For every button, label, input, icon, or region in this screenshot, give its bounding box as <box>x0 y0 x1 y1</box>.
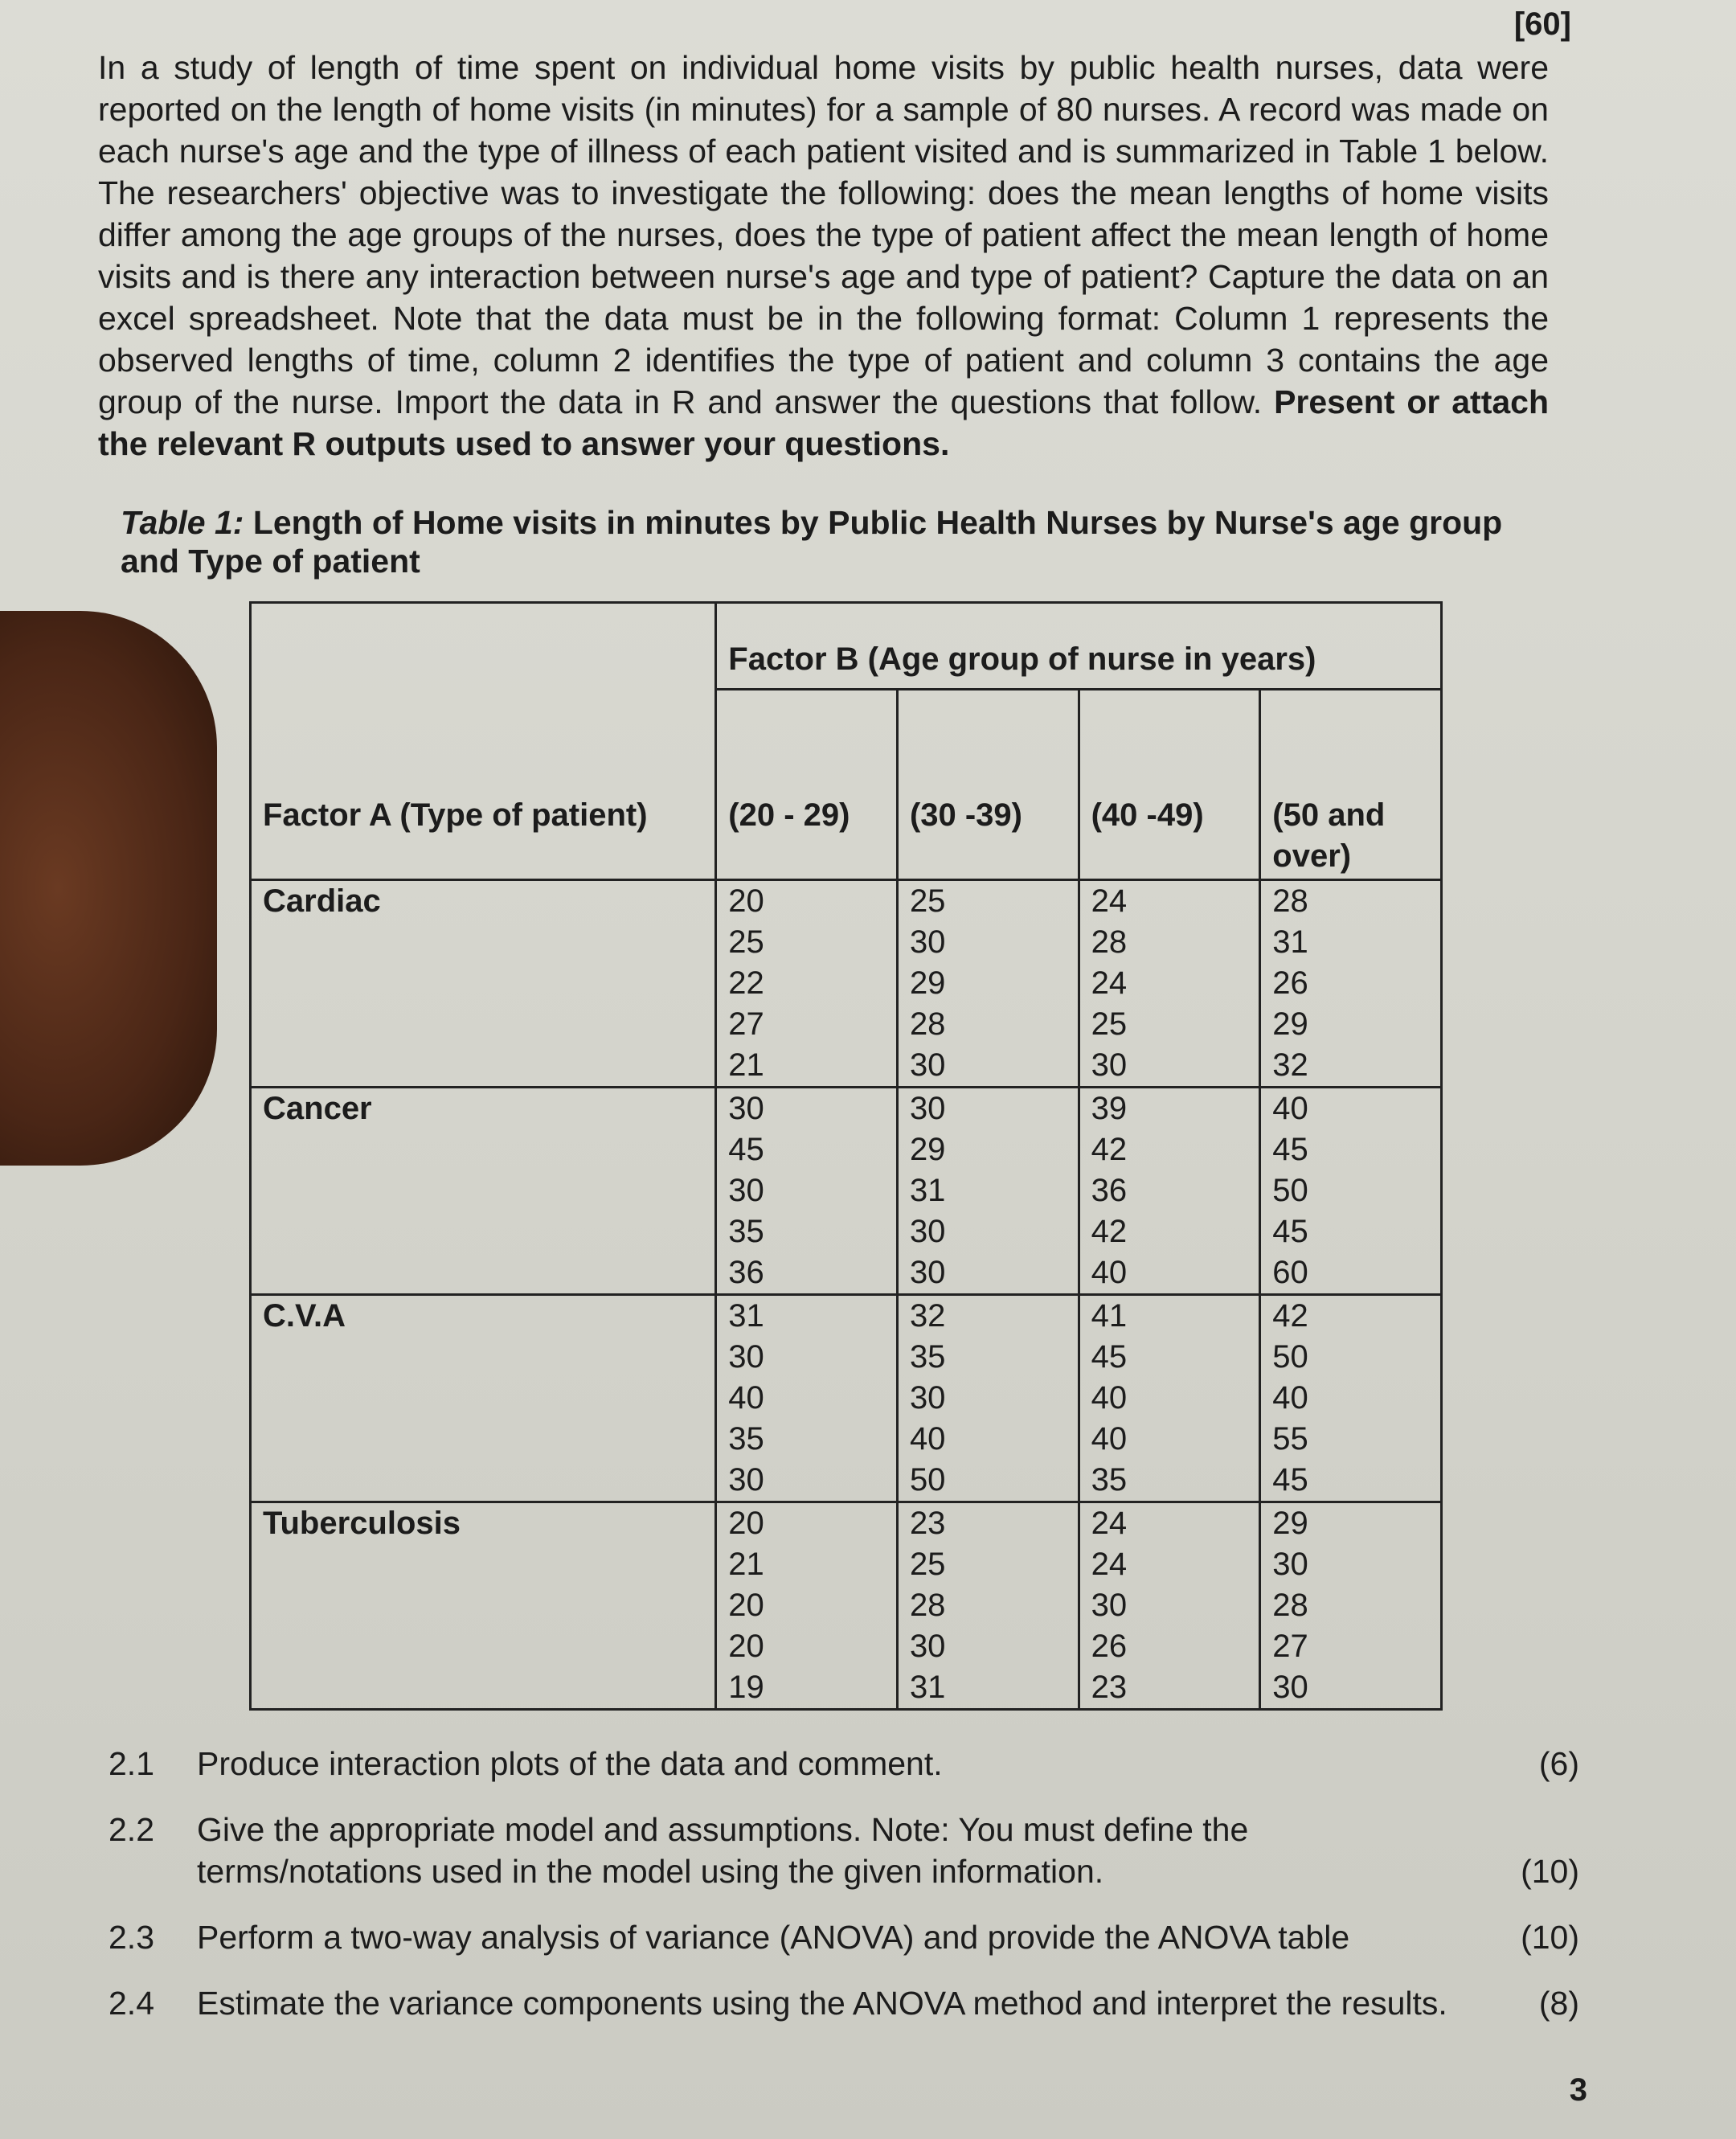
table-cell: 27 <box>716 1004 898 1045</box>
table-cell: 45 <box>1260 1211 1442 1252</box>
table-cell: 39 <box>1079 1088 1260 1130</box>
question-intro <box>98 47 1549 465</box>
patient-type-label: C.V.A <box>251 1295 716 1502</box>
table-cell: 29 <box>897 1129 1079 1170</box>
table-cell: 60 <box>1260 1252 1442 1295</box>
table-cell: 25 <box>1079 1004 1260 1045</box>
table-cell: 23 <box>1079 1667 1260 1710</box>
table-cell: 50 <box>1260 1337 1442 1378</box>
table-caption-text: Length of Home visits in minutes by Public Health Nurses by Nurse's age group and Type of patient <box>121 504 1503 580</box>
table-cell: 50 <box>897 1460 1079 1502</box>
table-cell: 25 <box>897 880 1079 923</box>
patient-type-label: Cancer <box>251 1088 716 1295</box>
question-item <box>108 1916 1579 1958</box>
table-cell: 21 <box>716 1544 898 1585</box>
header-spacer <box>897 690 1079 796</box>
table-cell: 45 <box>1079 1337 1260 1378</box>
question-text: Perform a two-way analysis of variance (ANOVA) and provide the ANOVA table <box>197 1919 1350 1956</box>
column-header-row <box>251 795 1442 880</box>
table-cell: 36 <box>716 1252 898 1295</box>
table-cell: 35 <box>716 1211 898 1252</box>
table-cell: 28 <box>897 1585 1079 1626</box>
table-cell: 28 <box>1260 1585 1442 1626</box>
question-item <box>108 1982 1579 2024</box>
table-cell: 29 <box>897 963 1079 1004</box>
table-cell: 31 <box>1260 922 1442 963</box>
table-cell: 31 <box>897 1170 1079 1211</box>
table-cell: 29 <box>1260 1502 1442 1545</box>
table-caption <box>121 503 1559 580</box>
header-spacer <box>1079 690 1260 796</box>
table-cell: 30 <box>897 1045 1079 1088</box>
table-cell: 28 <box>897 1004 1079 1045</box>
table-cell: 40 <box>1260 1378 1442 1419</box>
table-cell: 31 <box>716 1295 898 1338</box>
table-cell: 42 <box>1079 1129 1260 1170</box>
table-cell: 25 <box>716 922 898 963</box>
table-cell: 40 <box>1260 1088 1442 1130</box>
table-cell: 29 <box>1260 1004 1442 1045</box>
question-number: 2.3 <box>108 1919 154 1956</box>
question-number: 2.4 <box>108 1985 154 2022</box>
table-cell: 30 <box>897 922 1079 963</box>
table-cell: 24 <box>1079 963 1260 1004</box>
question-text: Estimate the variance components using the ANOVA method and interpret the results. <box>197 1985 1447 2022</box>
question-number: 2.2 <box>108 1811 154 1848</box>
table-cell: 30 <box>716 1460 898 1502</box>
factor-b-header: Factor B (Age group of nurse in years) <box>716 603 1442 690</box>
table-cell: 30 <box>1260 1667 1442 1710</box>
table-cell: 40 <box>716 1378 898 1419</box>
table-cell: 30 <box>1260 1544 1442 1585</box>
column-header: (50 and over) <box>1260 795 1442 880</box>
table-cell: 40 <box>1079 1252 1260 1295</box>
table-cell: 40 <box>897 1419 1079 1460</box>
table-cell: 42 <box>1079 1211 1260 1252</box>
table-cell: 26 <box>1260 963 1442 1004</box>
table-header-row <box>251 603 1442 690</box>
table-caption-prefix: Table 1: <box>121 504 244 541</box>
table-cell: 20 <box>716 1626 898 1667</box>
factor-a-header: Factor A (Type of patient) <box>251 795 716 880</box>
table-cell: 28 <box>1079 922 1260 963</box>
table-cell: 40 <box>1079 1419 1260 1460</box>
table-cell: 20 <box>716 880 898 923</box>
table-cell: 41 <box>1079 1295 1260 1338</box>
question-marks: (10) <box>1521 1853 1579 1890</box>
table-cell: 45 <box>716 1129 898 1170</box>
table-cell: 55 <box>1260 1419 1442 1460</box>
table-cell: 23 <box>897 1502 1079 1545</box>
header-spacer <box>716 690 898 796</box>
intro-bold-instruction: Present or attach the relevant R outputs used to answer your questions. <box>98 383 1549 462</box>
table-cell: 30 <box>897 1211 1079 1252</box>
table-cell: 42 <box>1260 1295 1442 1338</box>
column-header: (40 -49) <box>1079 795 1260 880</box>
table-cell: 45 <box>1260 1460 1442 1502</box>
table-cell: 20 <box>716 1585 898 1626</box>
total-marks: [60] <box>1513 6 1571 42</box>
question-number: 2.1 <box>108 1745 154 1782</box>
table-cell: 30 <box>897 1626 1079 1667</box>
table-cell: 24 <box>1079 1544 1260 1585</box>
table-row <box>251 1295 1442 1338</box>
column-header: (30 -39) <box>897 795 1079 880</box>
table-cell: 32 <box>1260 1045 1442 1088</box>
table-cell: 30 <box>716 1337 898 1378</box>
questions-list <box>108 1743 1579 2048</box>
table-cell: 32 <box>897 1295 1079 1338</box>
question-marks: (6) <box>1538 1745 1579 1782</box>
table-cell: 31 <box>897 1667 1079 1710</box>
table-cell: 35 <box>897 1337 1079 1378</box>
page-number: 3 <box>1569 2072 1587 2108</box>
table-cell: 30 <box>897 1252 1079 1295</box>
table-cell: 30 <box>716 1170 898 1211</box>
table-cell: 19 <box>716 1667 898 1710</box>
finger-photo-region <box>0 611 217 1166</box>
table-cell: 25 <box>897 1544 1079 1585</box>
question-item <box>108 1743 1579 1785</box>
question-text: Give the appropriate model and assumptions. Note: You must define the terms/notations used in the model using the given information. <box>197 1811 1249 1890</box>
table-cell: 30 <box>897 1088 1079 1130</box>
question-text: Produce interaction plots of the data and comment. <box>197 1745 943 1782</box>
table-cell: 35 <box>716 1419 898 1460</box>
table-cell: 26 <box>1079 1626 1260 1667</box>
table-row <box>251 880 1442 923</box>
home-visits-table <box>249 601 1443 1711</box>
patient-type-label: Cardiac <box>251 880 716 1088</box>
table-cell: 40 <box>1079 1378 1260 1419</box>
table-cell: 20 <box>716 1502 898 1545</box>
column-header: (20 - 29) <box>716 795 898 880</box>
question-marks: (10) <box>1521 1919 1579 1956</box>
table-cell: 36 <box>1079 1170 1260 1211</box>
table-cell: 21 <box>716 1045 898 1088</box>
intro-text: In a study of length of time spent on individual home visits by public health nurses, data were reported on the length of home visits (in minutes) for a sample of 80 nurses. A record was made on each nurse's age and the type of illness of each patient visited and is summarized in Table 1 below. The researchers' objective was to investigate the following: does the mean lengths of home visits differ among the age groups of the nurses, does the type of patient affect the mean length of home visits and is there any interaction between nurse's age and type of patient? Capture the data on an excel spreadsheet. Note that the data must be in the following format: Column 1 represents the observed lengths of time, column 2 identifies the type of patient and column 3 contains the age group of the nurse. Import the data in R and answer the questions that follow. <box>98 49 1549 420</box>
table-row <box>251 1088 1442 1130</box>
table-cell: 27 <box>1260 1626 1442 1667</box>
table-row <box>251 1502 1442 1545</box>
factor-a-cell <box>251 603 716 796</box>
table-cell: 35 <box>1079 1460 1260 1502</box>
table-cell: 50 <box>1260 1170 1442 1211</box>
patient-type-label: Tuberculosis <box>251 1502 716 1710</box>
table-cell: 45 <box>1260 1129 1442 1170</box>
question-marks: (8) <box>1538 1985 1579 2022</box>
table-cell: 30 <box>716 1088 898 1130</box>
table-cell: 22 <box>716 963 898 1004</box>
table-cell: 28 <box>1260 880 1442 923</box>
header-spacer <box>1260 690 1442 796</box>
question-item <box>108 1809 1579 1892</box>
table-cell: 30 <box>1079 1585 1260 1626</box>
table-cell: 30 <box>1079 1045 1260 1088</box>
table-cell: 30 <box>897 1378 1079 1419</box>
table-cell: 24 <box>1079 880 1260 923</box>
table-cell: 24 <box>1079 1502 1260 1545</box>
